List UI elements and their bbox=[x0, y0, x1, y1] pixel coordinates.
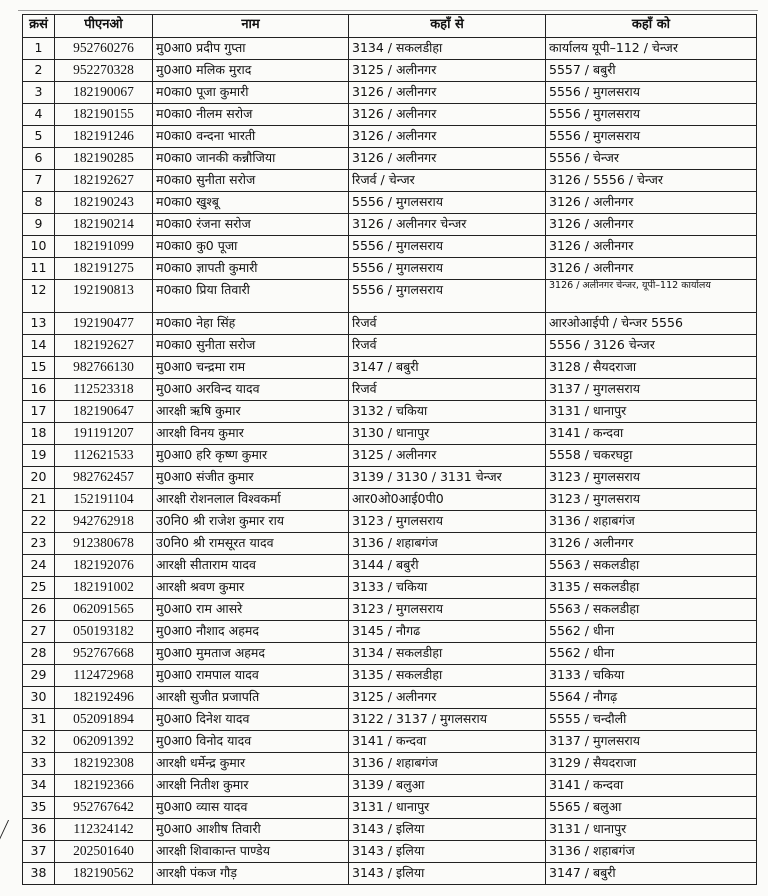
to-cell: 3141 / कन्दवा bbox=[546, 423, 757, 445]
name-cell: आरक्षी श्रवण कुमार bbox=[153, 577, 349, 599]
table-row bbox=[23, 214, 757, 236]
pno-cell: 912380678 bbox=[55, 533, 153, 555]
table-row bbox=[23, 236, 757, 258]
name-cell: मु0आ0 प्रदीप गुप्ता bbox=[153, 38, 349, 60]
from-cell: 3126 / अलीनगर bbox=[349, 104, 546, 126]
table-row bbox=[23, 38, 757, 60]
from-cell: 3123 / मुगलसराय bbox=[349, 511, 546, 533]
serial-cell: 33 bbox=[23, 753, 55, 775]
name-cell: मु0आ0 आशीष तिवारी bbox=[153, 819, 349, 841]
from-cell: रिजर्व bbox=[349, 313, 546, 335]
from-cell: 5556 / मुगलसराय bbox=[349, 258, 546, 280]
serial-cell: 37 bbox=[23, 841, 55, 863]
name-cell: म0का0 पूजा कुमारी bbox=[153, 82, 349, 104]
from-cell: 3136 / शहाबगंज bbox=[349, 753, 546, 775]
to-cell: 3123 / मुगलसराय bbox=[546, 489, 757, 511]
table-row bbox=[23, 423, 757, 445]
table-row bbox=[23, 577, 757, 599]
pno-cell: 192190477 bbox=[55, 313, 153, 335]
name-cell: म0का0 रंजना सरोज bbox=[153, 214, 349, 236]
pno-cell: 182190647 bbox=[55, 401, 153, 423]
table-row bbox=[23, 599, 757, 621]
name-cell: आरक्षी नितीश कुमार bbox=[153, 775, 349, 797]
table-row bbox=[23, 467, 757, 489]
to-cell: 3126 / अलीनगर bbox=[546, 236, 757, 258]
serial-cell: 15 bbox=[23, 357, 55, 379]
pno-cell: 152191104 bbox=[55, 489, 153, 511]
from-cell: आर0ओ0आई0पी0 bbox=[349, 489, 546, 511]
table-row bbox=[23, 82, 757, 104]
name-cell: मु0आ0 मुमताज अहमद bbox=[153, 643, 349, 665]
serial-cell: 17 bbox=[23, 401, 55, 423]
table-row bbox=[23, 60, 757, 82]
table-row bbox=[23, 313, 757, 335]
from-cell: 3126 / अलीनगर bbox=[349, 148, 546, 170]
pno-cell: 192190813 bbox=[55, 280, 153, 313]
table-row bbox=[23, 643, 757, 665]
from-cell: रिजर्व / चेन्जर bbox=[349, 170, 546, 192]
serial-cell: 3 bbox=[23, 82, 55, 104]
table-row bbox=[23, 258, 757, 280]
serial-cell: 18 bbox=[23, 423, 55, 445]
name-cell: आरक्षी सुजीत प्रजापति bbox=[153, 687, 349, 709]
name-cell: म0का0 सुनीता सरोज bbox=[153, 170, 349, 192]
pno-cell: 952767668 bbox=[55, 643, 153, 665]
serial-cell: 7 bbox=[23, 170, 55, 192]
from-cell: 3143 / इलिया bbox=[349, 863, 546, 885]
from-cell: 3125 / अलीनगर bbox=[349, 60, 546, 82]
serial-cell: 25 bbox=[23, 577, 55, 599]
transfer-table bbox=[22, 14, 757, 885]
pno-cell: 182192308 bbox=[55, 753, 153, 775]
table-row bbox=[23, 533, 757, 555]
header-name: नाम bbox=[153, 15, 349, 38]
name-cell: म0का0 नीलम सरोज bbox=[153, 104, 349, 126]
from-cell: 5556 / मुगलसराय bbox=[349, 280, 546, 313]
top-rule bbox=[18, 0, 758, 11]
from-cell: 5556 / मुगलसराय bbox=[349, 236, 546, 258]
to-cell: 3137 / मुगलसराय bbox=[546, 731, 757, 753]
pno-cell: 182192076 bbox=[55, 555, 153, 577]
to-cell: 3126 / अलीनगर bbox=[546, 258, 757, 280]
from-cell: 3144 / बबुरी bbox=[349, 555, 546, 577]
from-cell: 3141 / कन्दवा bbox=[349, 731, 546, 753]
to-cell: 3131 / धानापुर bbox=[546, 401, 757, 423]
name-cell: मु0आ0 दिनेश यादव bbox=[153, 709, 349, 731]
name-cell: मु0आ0 राम आसरे bbox=[153, 599, 349, 621]
to-cell: आरओआईपी / चेन्जर 5556 bbox=[546, 313, 757, 335]
serial-cell: 13 bbox=[23, 313, 55, 335]
serial-cell: 5 bbox=[23, 126, 55, 148]
serial-cell: 28 bbox=[23, 643, 55, 665]
pno-cell: 182192627 bbox=[55, 335, 153, 357]
to-cell: 3126 / 5556 / चेन्जर bbox=[546, 170, 757, 192]
table-row bbox=[23, 126, 757, 148]
from-cell: 3134 / सकलडीहा bbox=[349, 38, 546, 60]
from-cell: 3132 / चकिया bbox=[349, 401, 546, 423]
pno-cell: 182190155 bbox=[55, 104, 153, 126]
name-cell: म0का0 खुश्बू bbox=[153, 192, 349, 214]
serial-cell: 8 bbox=[23, 192, 55, 214]
to-cell: 5556 / मुगलसराय bbox=[546, 126, 757, 148]
from-cell: 3143 / इलिया bbox=[349, 819, 546, 841]
to-cell: 5555 / चन्दौली bbox=[546, 709, 757, 731]
name-cell: मु0आ0 विनोद यादव bbox=[153, 731, 349, 753]
serial-cell: 19 bbox=[23, 445, 55, 467]
pno-cell: 112621533 bbox=[55, 445, 153, 467]
serial-cell: 31 bbox=[23, 709, 55, 731]
serial-cell: 1 bbox=[23, 38, 55, 60]
pno-cell: 062091565 bbox=[55, 599, 153, 621]
pno-cell: 182190285 bbox=[55, 148, 153, 170]
name-cell: मु0आ0 मलिक मुराद bbox=[153, 60, 349, 82]
table-row bbox=[23, 489, 757, 511]
header-to: कहाँ को bbox=[546, 15, 757, 38]
to-cell: 3128 / सैयदराजा bbox=[546, 357, 757, 379]
pno-cell: 952270328 bbox=[55, 60, 153, 82]
to-cell: 3126 / अलीनगर bbox=[546, 533, 757, 555]
table-row bbox=[23, 357, 757, 379]
name-cell: म0का0 सुनीता सरोज bbox=[153, 335, 349, 357]
table-row bbox=[23, 775, 757, 797]
from-cell: रिजर्व bbox=[349, 335, 546, 357]
from-cell: 3134 / सकलडीहा bbox=[349, 643, 546, 665]
pno-cell: 182192496 bbox=[55, 687, 153, 709]
serial-cell: 16 bbox=[23, 379, 55, 401]
table-row bbox=[23, 401, 757, 423]
from-cell: 3147 / बबुरी bbox=[349, 357, 546, 379]
table-row bbox=[23, 863, 757, 885]
to-cell: 3136 / शहाबगंज bbox=[546, 841, 757, 863]
table-row bbox=[23, 665, 757, 687]
name-cell: आरक्षी पंकज गौड़ bbox=[153, 863, 349, 885]
serial-cell: 10 bbox=[23, 236, 55, 258]
name-cell: मु0आ0 व्यास यादव bbox=[153, 797, 349, 819]
serial-cell: 35 bbox=[23, 797, 55, 819]
table-header-row bbox=[23, 15, 757, 38]
serial-cell: 14 bbox=[23, 335, 55, 357]
name-cell: म0का0 वन्दना भारती bbox=[153, 126, 349, 148]
header-pno: पीएनओ bbox=[55, 15, 153, 38]
from-cell: 3135 / सकलडीहा bbox=[349, 665, 546, 687]
serial-cell: 2 bbox=[23, 60, 55, 82]
pno-cell: 182190214 bbox=[55, 214, 153, 236]
table-body bbox=[23, 38, 757, 885]
from-cell: 5556 / मुगलसराय bbox=[349, 192, 546, 214]
to-cell: 5563 / सकलडीहा bbox=[546, 599, 757, 621]
from-cell: 3133 / चकिया bbox=[349, 577, 546, 599]
to-cell: 3133 / चकिया bbox=[546, 665, 757, 687]
serial-cell: 9 bbox=[23, 214, 55, 236]
from-cell: 3123 / मुगलसराय bbox=[349, 599, 546, 621]
pno-cell: 050193182 bbox=[55, 621, 153, 643]
table-row bbox=[23, 687, 757, 709]
to-cell: 5556 / मुगलसराय bbox=[546, 104, 757, 126]
name-cell: आरक्षी सीताराम यादव bbox=[153, 555, 349, 577]
table-row bbox=[23, 819, 757, 841]
pno-cell: 182191002 bbox=[55, 577, 153, 599]
table-row bbox=[23, 148, 757, 170]
from-cell: 3131 / धानापुर bbox=[349, 797, 546, 819]
to-cell: 5562 / धीना bbox=[546, 643, 757, 665]
pno-cell: 982762457 bbox=[55, 467, 153, 489]
serial-cell: 23 bbox=[23, 533, 55, 555]
to-cell: 5557 / बबुरी bbox=[546, 60, 757, 82]
to-cell: 3126 / अलीनगर bbox=[546, 214, 757, 236]
serial-cell: 24 bbox=[23, 555, 55, 577]
table-row bbox=[23, 621, 757, 643]
from-cell: 3145 / नौगढ bbox=[349, 621, 546, 643]
name-cell: आरक्षी विनय कुमार bbox=[153, 423, 349, 445]
table-row bbox=[23, 841, 757, 863]
serial-cell: 29 bbox=[23, 665, 55, 687]
serial-cell: 32 bbox=[23, 731, 55, 753]
pno-cell: 942762918 bbox=[55, 511, 153, 533]
name-cell: मु0आ0 चन्द्रमा राम bbox=[153, 357, 349, 379]
table-row bbox=[23, 379, 757, 401]
pno-cell: 182190562 bbox=[55, 863, 153, 885]
table-row bbox=[23, 335, 757, 357]
from-cell: 3125 / अलीनगर bbox=[349, 687, 546, 709]
name-cell: मु0आ0 रामपाल यादव bbox=[153, 665, 349, 687]
pno-cell: 191191207 bbox=[55, 423, 153, 445]
to-cell: 5556 / 3126 चेन्जर bbox=[546, 335, 757, 357]
to-cell: 3136 / शहाबगंज bbox=[546, 511, 757, 533]
serial-cell: 30 bbox=[23, 687, 55, 709]
pno-cell: 182191099 bbox=[55, 236, 153, 258]
from-cell: 3122 / 3137 / मुगलसराय bbox=[349, 709, 546, 731]
serial-cell: 36 bbox=[23, 819, 55, 841]
name-cell: म0का0 जानकी कन्नौजिया bbox=[153, 148, 349, 170]
name-cell: म0का0 प्रिया तिवारी bbox=[153, 280, 349, 313]
to-cell: 3129 / सैयदराजा bbox=[546, 753, 757, 775]
pno-cell: 952767642 bbox=[55, 797, 153, 819]
to-cell: 3135 / सकलडीहा bbox=[546, 577, 757, 599]
to-cell: 5564 / नौगढ़ bbox=[546, 687, 757, 709]
pno-cell: 182191275 bbox=[55, 258, 153, 280]
to-cell: 3141 / कन्दवा bbox=[546, 775, 757, 797]
serial-cell: 22 bbox=[23, 511, 55, 533]
pno-cell: 952760276 bbox=[55, 38, 153, 60]
to-cell: 3131 / धानापुर bbox=[546, 819, 757, 841]
name-cell: आरक्षी ऋषि कुमार bbox=[153, 401, 349, 423]
serial-cell: 26 bbox=[23, 599, 55, 621]
table-row bbox=[23, 709, 757, 731]
name-cell: मु0आ0 अरविन्द यादव bbox=[153, 379, 349, 401]
pno-cell: 112523318 bbox=[55, 379, 153, 401]
name-cell: म0का0 कु0 पूजा bbox=[153, 236, 349, 258]
serial-cell: 20 bbox=[23, 467, 55, 489]
to-cell: 5556 / मुगलसराय bbox=[546, 82, 757, 104]
from-cell: रिजर्व bbox=[349, 379, 546, 401]
table-row bbox=[23, 170, 757, 192]
from-cell: 3126 / अलीनगर चेन्जर bbox=[349, 214, 546, 236]
pno-cell: 182192627 bbox=[55, 170, 153, 192]
table-row bbox=[23, 445, 757, 467]
table-row bbox=[23, 731, 757, 753]
from-cell: 3139 / 3130 / 3131 चेन्जर bbox=[349, 467, 546, 489]
table-row bbox=[23, 555, 757, 577]
from-cell: 3139 / बलुआ bbox=[349, 775, 546, 797]
name-cell: उ0नि0 श्री रामसूरत यादव bbox=[153, 533, 349, 555]
from-cell: 3125 / अलीनगर bbox=[349, 445, 546, 467]
to-cell: 5558 / चकरघट्टा bbox=[546, 445, 757, 467]
name-cell: मु0आ0 संजीत कुमार bbox=[153, 467, 349, 489]
pno-cell: 182192366 bbox=[55, 775, 153, 797]
to-cell: 5562 / धीना bbox=[546, 621, 757, 643]
name-cell: आरक्षी धर्मेन्द्र कुमार bbox=[153, 753, 349, 775]
from-cell: 3126 / अलीनगर bbox=[349, 82, 546, 104]
name-cell: म0का0 ज्ञापती कुमारी bbox=[153, 258, 349, 280]
to-cell: 3126 / अलीनगर bbox=[546, 192, 757, 214]
table-row bbox=[23, 753, 757, 775]
serial-cell: 12 bbox=[23, 280, 55, 313]
to-cell: 3147 / बबुरी bbox=[546, 863, 757, 885]
from-cell: 3130 / धानापुर bbox=[349, 423, 546, 445]
to-cell: कार्यालय यूपी–112 / चेन्जर bbox=[546, 38, 757, 60]
to-cell: 5563 / सकलडीहा bbox=[546, 555, 757, 577]
name-cell: आरक्षी रोशनलाल विश्वकर्मा bbox=[153, 489, 349, 511]
from-cell: 3143 / इलिया bbox=[349, 841, 546, 863]
pno-cell: 052091894 bbox=[55, 709, 153, 731]
to-cell: 3123 / मुगलसराय bbox=[546, 467, 757, 489]
serial-cell: 11 bbox=[23, 258, 55, 280]
pno-cell: 182191246 bbox=[55, 126, 153, 148]
to-cell: 5556 / चेन्जर bbox=[546, 148, 757, 170]
serial-cell: 38 bbox=[23, 863, 55, 885]
pno-cell: 182190067 bbox=[55, 82, 153, 104]
name-cell: मु0आ0 नौशाद अहमद bbox=[153, 621, 349, 643]
name-cell: मु0आ0 हरि कृष्ण कुमार bbox=[153, 445, 349, 467]
table-row bbox=[23, 511, 757, 533]
name-cell: उ0नि0 श्री राजेश कुमार राय bbox=[153, 511, 349, 533]
pno-cell: 112324142 bbox=[55, 819, 153, 841]
serial-cell: 34 bbox=[23, 775, 55, 797]
pno-cell: 062091392 bbox=[55, 731, 153, 753]
serial-cell: 27 bbox=[23, 621, 55, 643]
to-cell: 5565 / बलुआ bbox=[546, 797, 757, 819]
to-cell: 3137 / मुगलसराय bbox=[546, 379, 757, 401]
serial-cell: 4 bbox=[23, 104, 55, 126]
pno-cell: 202501640 bbox=[55, 841, 153, 863]
pno-cell: 982766130 bbox=[55, 357, 153, 379]
header-serial: क्रसं bbox=[23, 15, 55, 38]
name-cell: आरक्षी शिवाकान्त पाण्डेय bbox=[153, 841, 349, 863]
to-cell: 3126 / अलीनगर चेन्जर, यूपी–112 कार्यालय bbox=[546, 280, 757, 313]
from-cell: 3126 / अलीनगर bbox=[349, 126, 546, 148]
table-row bbox=[23, 797, 757, 819]
table-row bbox=[23, 192, 757, 214]
pno-cell: 182190243 bbox=[55, 192, 153, 214]
from-cell: 3136 / शहाबगंज bbox=[349, 533, 546, 555]
serial-cell: 6 bbox=[23, 148, 55, 170]
pno-cell: 112472968 bbox=[55, 665, 153, 687]
header-from: कहाँ से bbox=[349, 15, 546, 38]
name-cell: म0का0 नेहा सिंह bbox=[153, 313, 349, 335]
table-row bbox=[23, 280, 757, 313]
table-row bbox=[23, 104, 757, 126]
serial-cell: 21 bbox=[23, 489, 55, 511]
